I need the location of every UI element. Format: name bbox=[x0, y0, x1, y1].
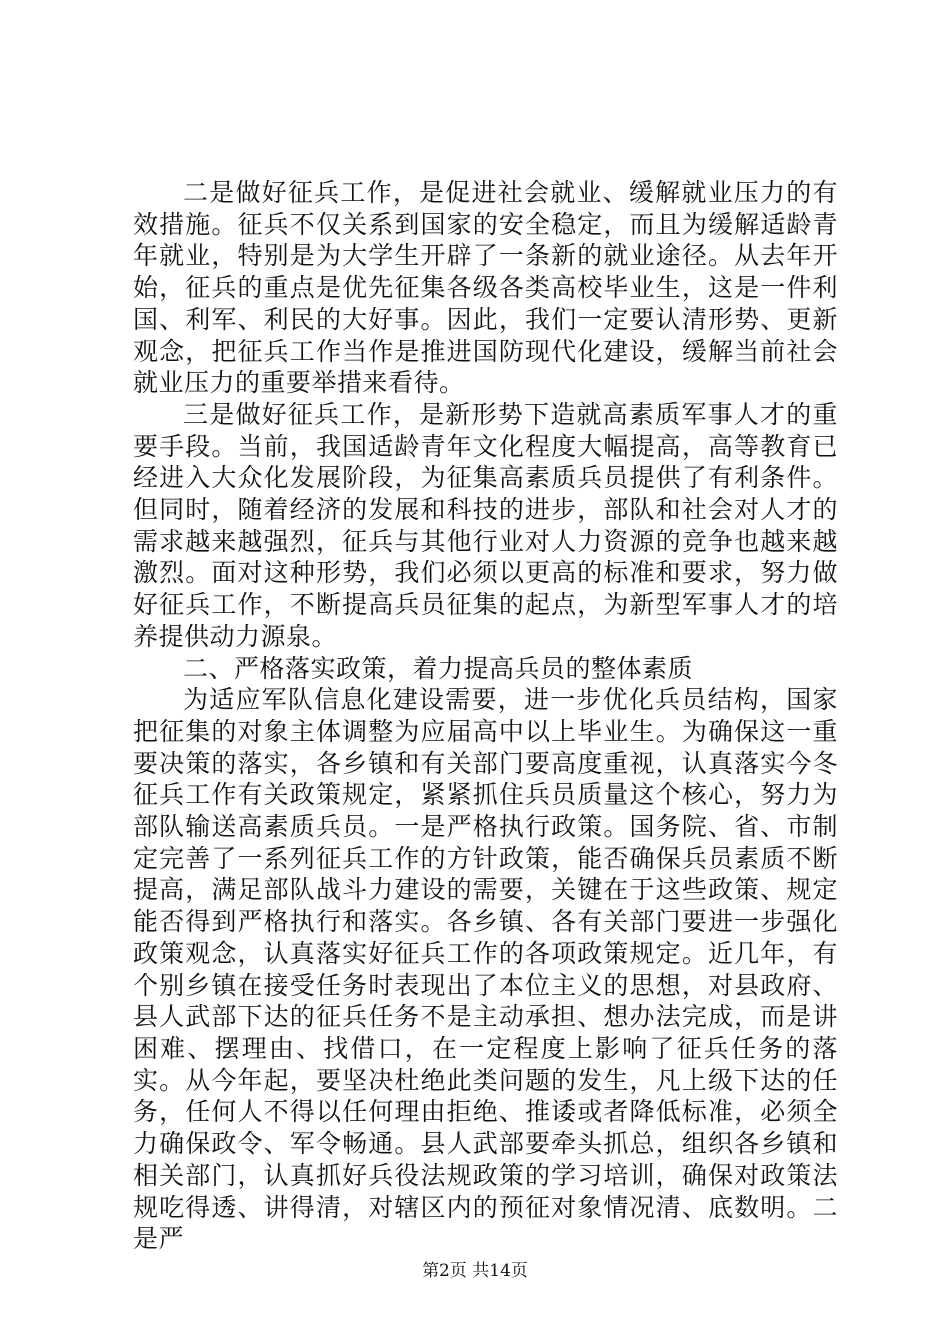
paragraph: 二是做好征兵工作，是促进社会就业、缓解就业压力的有效措施。征兵不仅关系到国家的安全稳定，而且为缓解适龄青年就业，特别是为大学生开辟了一条新的就业途径。从去年开始，征兵的重点是优先征集各级各类高校毕业生，这是一件利国、利军、利民的大好事。因此，我们一定要认清形势、更新观念，把征兵工作当作是推进国防现代化建设，缓解当前社会就业压力的重要举措来看待。 bbox=[133, 178, 838, 398]
section-heading: 二、严格落实政策，着力提高兵员的整体素质 bbox=[183, 653, 694, 683]
paragraph: 三是做好征兵工作，是新形势下造就高素质军事人才的重要手段。当前，我国适龄青年文化程度大幅提高，高等教育已经进入大众化发展阶段，为征集高素质兵员提供了有利条件。但同时，随着经济的发展和科技的进步，部队和社会对人才的需求越来越强烈，征兵与其他行业对人力资源的竞争也越来越激烈。面对这种形势，我们必须以更高的标准和要求，努力做好征兵工作，不断提高兵员征集的起点，为新型军事人才的培养提供动力源泉。 bbox=[133, 399, 838, 651]
document-body bbox=[133, 177, 838, 1255]
paragraph: 为适应军队信息化建设需要，进一步优化兵员结构，国家把征集的对象主体调整为应届高中以上毕业生。为确保这一重要决策的落实，各乡镇和有关部门要高度重视，认真落实今冬征兵工作有关政策规定，紧紧抓住兵员质量这个核心，努力为部队输送高素质兵员。一是严格执行政策。国务院、省、市制定完善了一系列征兵工作的方针政策，能否确保兵员素质不断提高，满足部队战斗力建设的需要，关键在于这些政策、规定能否得到严格执行和落实。各乡镇、各有关部门要进一步强化政策观念，认真落实好征兵工作的各项政策规定。近几年，有个别乡镇在接受任务时表现出了本位主义的思想，对县政府、县人武部下达的征兵任务不是主动承担、想办法完成，而是讲困难、摆理由、找借口，在一定程度上影响了征兵任务的落实。从今年起，要坚决杜绝此类问题的发生，凡上级下达的任务，任何人不得以任何理由拒绝、推诿或者降低标准，必须全力确保政令、军令畅通。县人武部要牵头抓总，组织各乡镇和相关部门，认真抓好兵役法规政策的学习培训，确保对政策法规吃得透、讲得清，对辖区内的预征对象情况清、底数明。二是严 bbox=[133, 685, 838, 1254]
page-footer: 第2页 共14页 bbox=[422, 1261, 528, 1281]
